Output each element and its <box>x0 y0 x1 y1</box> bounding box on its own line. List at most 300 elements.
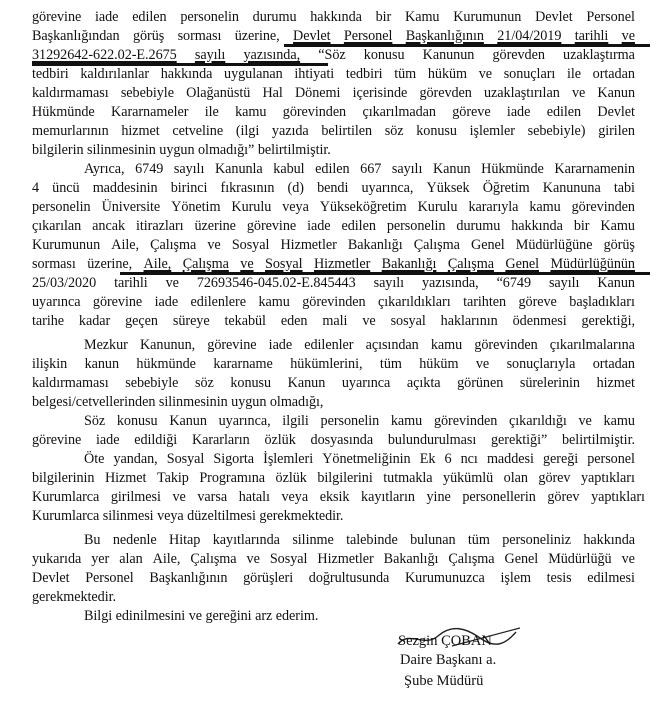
word: Takip <box>156 470 189 486</box>
word: tüm <box>467 532 490 548</box>
word: Yönetim <box>171 199 221 215</box>
word: hakkında <box>310 9 362 25</box>
word: sosyal <box>390 313 426 329</box>
word: mali <box>322 313 348 329</box>
text-line <box>0 46 660 64</box>
word: belirtilmiştir. <box>257 142 331 158</box>
word: cetveline <box>172 123 224 139</box>
signature-name: Sezgin ÇOBAN <box>398 633 492 649</box>
word: üzerine, <box>234 28 280 44</box>
word: yukarıda <box>32 551 82 567</box>
word: çıkarıldıkları <box>378 294 451 310</box>
word: ortadan <box>592 66 635 82</box>
word: görev <box>547 489 580 505</box>
word: edildiği <box>134 432 178 448</box>
word: uygun <box>159 142 195 158</box>
word: uyarınca, <box>361 180 414 196</box>
word: yaptıkları <box>580 470 635 486</box>
word: Çalışma <box>413 237 460 253</box>
text-line <box>0 488 660 506</box>
underline-rule <box>284 44 650 47</box>
word: ve <box>207 237 221 253</box>
word: eksik <box>319 489 350 505</box>
word: Bakanlığı <box>381 256 437 272</box>
word: tedbiri <box>32 66 69 82</box>
word: ncı <box>460 451 478 467</box>
word: Kurumlarca <box>32 489 100 505</box>
word: gereği <box>542 451 579 467</box>
word: Aile, <box>143 256 172 272</box>
text-line <box>0 336 660 354</box>
word: personelin <box>320 413 380 429</box>
word: maddesinin <box>92 180 158 196</box>
underline-rule <box>120 272 650 275</box>
word: Müdürlüğüne <box>515 237 593 253</box>
text-line <box>0 607 660 625</box>
word: Çalışma <box>182 256 229 272</box>
word: dosyasında <box>310 432 374 448</box>
word: yazısında, <box>421 275 479 291</box>
word: Devlet <box>597 104 635 120</box>
underline-rule <box>32 63 328 66</box>
word: veya <box>157 508 184 524</box>
word: silinmesinin <box>87 142 156 158</box>
word: iade <box>95 9 119 25</box>
word: edilenler <box>304 337 354 353</box>
word: uzaklaştırma <box>563 47 635 63</box>
word: edilenlere <box>190 294 246 310</box>
word: tesis <box>546 570 572 586</box>
text-line <box>0 569 660 587</box>
word: ve <box>165 275 179 291</box>
word: görevine <box>32 432 82 448</box>
word: sonuçları <box>503 66 556 82</box>
word: Kararların <box>191 432 250 448</box>
word: kamu <box>390 413 423 429</box>
word: tedbiri <box>345 66 383 82</box>
text-line <box>0 550 660 568</box>
word: iade <box>506 104 531 120</box>
word: açısından <box>365 337 419 353</box>
word: bilgilerin <box>32 142 84 158</box>
word: kabul <box>273 161 305 177</box>
word: Aile, <box>111 237 139 253</box>
word: Söz <box>84 413 106 429</box>
word: ve <box>578 413 592 429</box>
word: Müdürlüğü <box>548 551 612 567</box>
word: bulundurulması <box>387 432 477 448</box>
word: bilgilerini <box>317 470 373 486</box>
word: sayılı <box>194 47 226 63</box>
word: çıkarılan <box>32 218 82 234</box>
word: (ilgi <box>235 123 260 139</box>
word: durumu <box>456 218 501 234</box>
word: işlemler <box>469 123 515 139</box>
word: Sosyal <box>166 451 205 467</box>
word: yükümlü <box>443 470 494 486</box>
word: ve <box>362 313 376 329</box>
word: ve <box>621 28 635 44</box>
word: tüm <box>394 66 417 82</box>
word: bendi <box>317 180 349 196</box>
signature-title: Daire Başkanı a. <box>400 652 497 668</box>
text-line <box>0 274 660 292</box>
word: Kurulu <box>417 199 458 215</box>
text-line <box>0 431 660 449</box>
word: Kurumunun <box>453 9 522 25</box>
word: kayıtların <box>361 489 415 505</box>
word: görüş <box>603 237 635 253</box>
word: İşlemleri <box>263 451 314 467</box>
text-line <box>0 27 660 45</box>
word: ve <box>475 356 490 372</box>
word: yaptıkları <box>591 489 645 505</box>
word: maddesi <box>486 451 534 467</box>
word: söz <box>384 123 404 139</box>
word: Personel <box>343 28 393 44</box>
word: konusu <box>363 47 405 63</box>
word: çıkarılmadan <box>362 104 436 120</box>
word: tekabül <box>224 313 266 329</box>
word: 25/03/2020 <box>32 275 97 291</box>
text-line <box>0 255 660 273</box>
word: ve <box>172 489 186 505</box>
word: görevinden <box>571 199 635 215</box>
word: Kanun <box>597 275 635 291</box>
word: Çalışma <box>150 237 197 253</box>
word: uygun <box>231 394 267 410</box>
text-line <box>0 141 660 159</box>
text-line <box>0 393 660 411</box>
word: personelin <box>32 199 91 215</box>
word: işlem <box>500 570 531 586</box>
text-line <box>0 160 660 178</box>
word: Ek <box>419 451 436 467</box>
word: ederim. <box>275 608 319 624</box>
word: görevine <box>32 9 82 25</box>
word: Kurumlarca <box>32 508 100 524</box>
word: ve <box>246 551 260 567</box>
word: Bu <box>84 532 101 548</box>
word: 21/04/2019 <box>497 28 562 44</box>
word: düzeltilmesi <box>187 508 256 524</box>
word: uyarınca <box>341 375 391 391</box>
word: Başkanlığından <box>32 28 120 44</box>
word: ve <box>571 85 586 101</box>
word: hakkında <box>160 66 213 82</box>
word: 6 <box>444 451 452 467</box>
word: Çalışma <box>190 551 237 567</box>
word: tarihten <box>463 294 507 310</box>
word: 31292642-622.02-E.2675 <box>32 47 177 63</box>
word: Kanun <box>597 85 635 101</box>
word: tüm <box>379 356 402 372</box>
word: çıkarıldığı <box>509 413 567 429</box>
word: Kurumunuzca <box>404 570 485 586</box>
word: personelin <box>386 218 446 234</box>
word: ortadan <box>592 356 635 372</box>
word: ancak <box>92 218 125 234</box>
word: ve <box>240 256 254 272</box>
word: edilen <box>546 104 582 120</box>
word: iade <box>307 218 331 234</box>
word: uygulanan <box>224 66 283 82</box>
text-line <box>0 293 660 311</box>
word: bulunan <box>410 532 456 548</box>
word: kamu <box>603 413 635 429</box>
word: göreve <box>518 294 557 310</box>
word: uyarınca <box>32 294 81 310</box>
signature-block <box>380 630 530 720</box>
word: görünen <box>457 375 504 391</box>
word: üncü <box>52 180 80 196</box>
word: Sosyal <box>231 237 270 253</box>
word: görevden <box>419 85 472 101</box>
word: ilişkin <box>32 356 68 372</box>
word: personelin <box>180 9 239 25</box>
word: Personel <box>586 9 635 25</box>
word: hükümlerini, <box>290 356 363 372</box>
word: çıkarılmalarına <box>549 337 635 353</box>
word: Sosyal <box>265 256 303 272</box>
word: sayılı <box>173 161 205 177</box>
word: Dönemi <box>294 85 341 101</box>
word: Bakanlığı <box>347 237 403 253</box>
word: başladıkları <box>569 294 635 310</box>
word: kanun <box>84 356 119 372</box>
word: haklarının <box>440 313 498 329</box>
word: Mezkur <box>84 337 128 353</box>
word: kamu <box>430 337 463 353</box>
word: Aile, <box>152 551 181 567</box>
word: gerektiği, <box>581 313 635 329</box>
word: sorması <box>32 256 76 272</box>
word: hükmünde <box>136 356 196 372</box>
word: özlük <box>275 470 307 486</box>
word: görevine <box>207 337 257 353</box>
text-line <box>0 450 660 468</box>
word: birinci <box>170 180 208 196</box>
word: sebebiyle <box>120 85 174 101</box>
word: edinilmesini <box>115 608 186 624</box>
word: personel <box>587 451 635 467</box>
word: görüşleri <box>243 570 294 586</box>
word: konusu <box>116 413 158 429</box>
text-line <box>0 412 660 430</box>
word: kaldırmaması <box>32 375 109 391</box>
word: Kanun <box>287 375 326 391</box>
word: alan <box>119 551 143 567</box>
word: görevden <box>492 47 545 63</box>
word: görev <box>538 470 571 486</box>
word: personeliniz <box>502 532 571 548</box>
word: görevine <box>246 218 297 234</box>
word: gerekmektedir. <box>259 508 344 524</box>
word: Hizmet <box>104 470 147 486</box>
word: Kurumunun <box>32 237 101 253</box>
word: sebebiyle) <box>527 123 586 139</box>
word: kararname <box>213 356 273 372</box>
word: Bakanlığı <box>383 551 439 567</box>
word: Hal <box>262 85 283 101</box>
word: kamu <box>258 294 290 310</box>
word: 6749 <box>135 161 164 177</box>
word: kararıyla <box>468 199 519 215</box>
word: sürelerinin <box>519 375 580 391</box>
word: ile <box>566 66 581 82</box>
word: edilen <box>315 161 350 177</box>
word: talebinde <box>346 532 398 548</box>
word: görevine <box>92 294 143 310</box>
text-line <box>0 65 660 83</box>
word: hakkında <box>583 532 635 548</box>
word: yazısında, <box>243 47 301 63</box>
word: tabi <box>613 180 635 196</box>
word: olmadığı” <box>198 142 255 158</box>
word: hatalı <box>238 489 270 505</box>
word: “6749 <box>496 275 531 291</box>
word: 667 <box>360 161 382 177</box>
word: Kurulu <box>231 199 272 215</box>
word: arz <box>255 608 273 624</box>
word: içerisinde <box>352 85 408 101</box>
word: iade <box>268 337 293 353</box>
word: Öte <box>84 451 105 467</box>
text-line <box>0 84 660 102</box>
word: Sigorta <box>213 451 255 467</box>
word: kaldırmaması <box>32 85 109 101</box>
word: tarihli <box>574 28 609 44</box>
word: özlük <box>264 432 296 448</box>
word: hizmet <box>121 123 160 139</box>
word: bir <box>573 218 590 234</box>
word: yandan, <box>113 451 158 467</box>
word: veya <box>282 199 309 215</box>
word: silinmesi <box>102 508 154 524</box>
word: kaldırılanlar <box>80 66 150 82</box>
signature-role: Şube Müdürü <box>404 673 484 689</box>
word: Yüksek <box>426 180 470 196</box>
word: hüküm <box>427 66 468 82</box>
text-line <box>0 507 660 525</box>
word: Kanunun, <box>139 337 196 353</box>
word: sebebiyle <box>125 375 179 391</box>
text-line <box>0 469 660 487</box>
word: Başkanlığının <box>405 28 484 44</box>
word: sonuçlarıyla <box>506 356 576 372</box>
text-line <box>0 312 660 330</box>
word: Kararnameler <box>111 104 189 120</box>
word: Kamu <box>600 218 635 234</box>
word: gerekmektedir. <box>32 589 116 605</box>
word: üzerine, <box>87 256 133 272</box>
word: Olağanüstü <box>186 85 251 101</box>
word: olmadığı, <box>269 394 324 410</box>
word: ve <box>621 551 635 567</box>
word: konusu <box>416 123 457 139</box>
word: hakkında <box>511 218 563 234</box>
word: Hitap <box>169 532 201 548</box>
word: açıkta <box>406 375 441 391</box>
word: Yükseköğretim <box>319 199 407 215</box>
word: uyarınca, <box>218 413 271 429</box>
word: sayılı <box>373 275 405 291</box>
word: personellerin <box>462 489 536 505</box>
word: belirtilmiştir. <box>562 432 635 448</box>
word: ihtiyati <box>294 66 335 82</box>
word: sorması <box>177 28 222 44</box>
text-line <box>0 531 660 549</box>
text-line <box>0 588 660 606</box>
word: uzaklaştırılan <box>484 85 560 101</box>
word: iade <box>96 432 120 448</box>
word: fıkrasının <box>220 180 275 196</box>
text-line <box>0 103 660 121</box>
word: veya <box>281 489 309 505</box>
word: Devlet <box>535 9 573 25</box>
word: kadar <box>78 313 111 329</box>
text-line <box>0 217 660 235</box>
word: edilen <box>341 218 376 234</box>
word: Hizmetler <box>313 256 371 272</box>
word: ve <box>188 608 202 624</box>
word: görevinden <box>282 104 347 120</box>
word: Personel <box>85 570 134 586</box>
text-line <box>0 236 660 254</box>
word: söz <box>194 375 214 391</box>
word: eden <box>280 313 308 329</box>
word: yazıda <box>271 123 309 139</box>
word: Kararnamenin <box>554 161 635 177</box>
word: varsa <box>197 489 228 505</box>
word: tarihli <box>114 275 148 291</box>
word: edilmesi <box>587 570 635 586</box>
word: 4 <box>32 180 40 196</box>
word: göreve <box>452 104 491 120</box>
word: edilen <box>132 9 167 25</box>
word: Genel <box>505 256 540 272</box>
word: tarihe <box>32 313 64 329</box>
word: memurlarının <box>32 123 109 139</box>
word: ilgili <box>282 413 309 429</box>
word: tutmakla <box>383 470 433 486</box>
word: sayılı <box>548 275 580 291</box>
word: ile <box>204 104 219 120</box>
word: Bilgi <box>84 608 113 624</box>
word: ve <box>478 66 493 82</box>
word: Devlet <box>32 570 70 586</box>
word: yer <box>91 551 110 567</box>
word: “Söz <box>318 47 346 63</box>
word: doğrultusunda <box>308 570 390 586</box>
word: kayıtlarında <box>212 532 280 548</box>
word: 72693546-045.02-E.845443 <box>196 275 356 291</box>
word: gerektiği” <box>491 432 548 448</box>
text-line <box>0 179 660 197</box>
word: Öğretim <box>482 180 530 196</box>
word: Sosyal <box>269 551 308 567</box>
word: itirazları <box>135 218 184 234</box>
word: kamu <box>235 104 267 120</box>
word: görevinden <box>474 337 538 353</box>
word: Kanunla <box>214 161 263 177</box>
word: belirtilen <box>321 123 373 139</box>
word: Yönetmeliğinin <box>322 451 411 467</box>
word: hizmet <box>596 375 635 391</box>
word: sayılı <box>391 161 423 177</box>
text-line <box>0 122 660 140</box>
word: kamu <box>529 199 561 215</box>
